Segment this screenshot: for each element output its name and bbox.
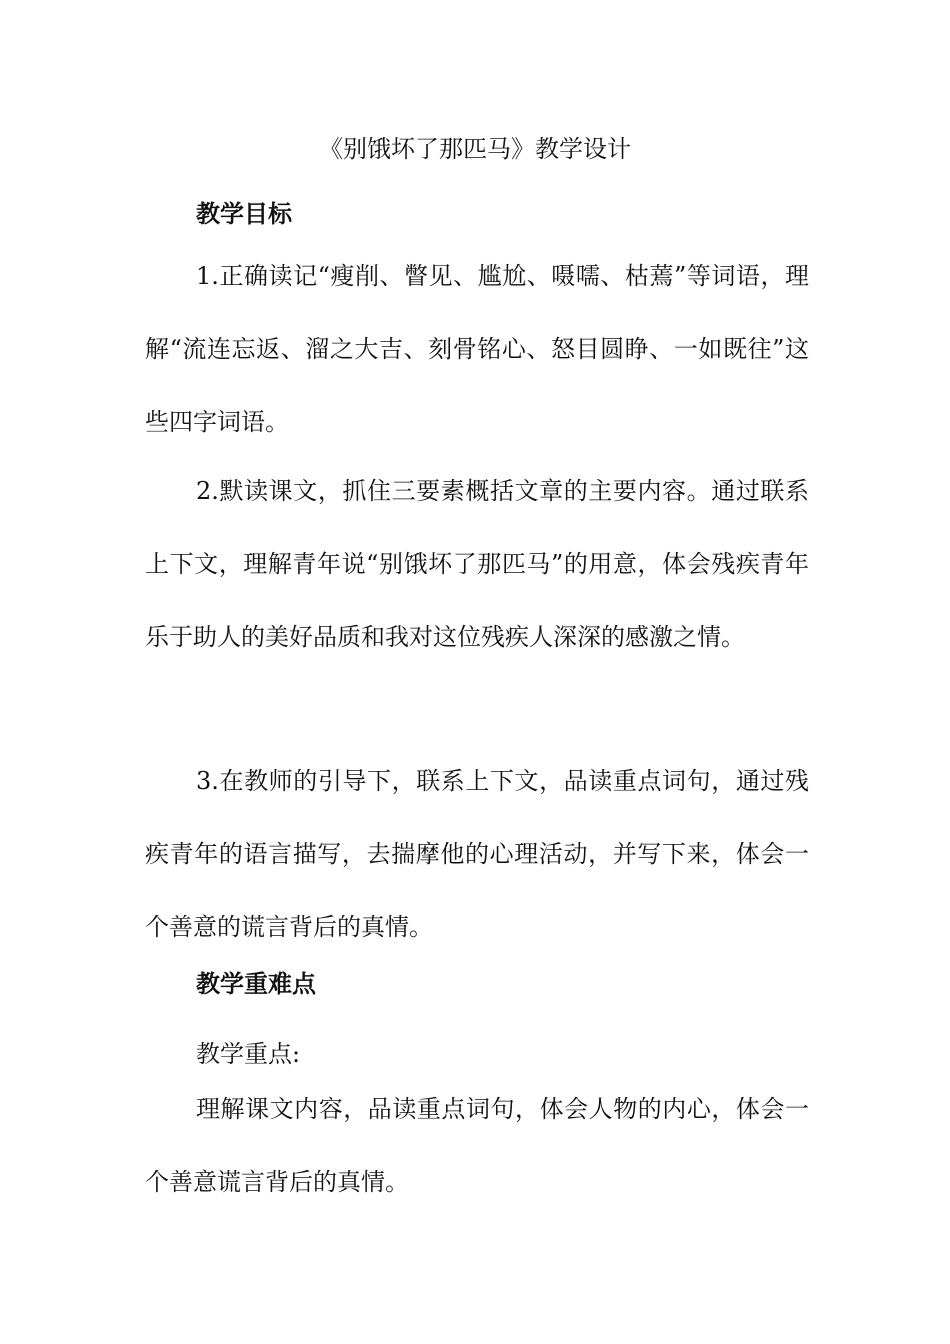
- key-points-text: 理解课文内容，品读重点词句，体会人物的内心，体会一个善意谎言背后的真情。: [145, 1095, 809, 1196]
- objective-item-3: 3.在教师的引导下，联系上下文，品读重点词句，通过残疾青年的语言描写，去揣摩他的心理活动，并写下来，体会一个善意的谎言背后的真情。: [145, 767, 809, 941]
- section-heading-key-points: 教学重难点: [196, 969, 316, 998]
- section-heading-objectives: 教学目标: [196, 199, 292, 228]
- document-title: 《别饿坏了那匹马》教学设计: [319, 135, 631, 163]
- objective-item-1: 1.正确读记“瘦削、瞥见、尴尬、嗫嚅、枯蔫”等词语，理解“流连忘返、溜之大吉、刻骨铭心、怒目圆睁、一如既往”这些四字词语。: [145, 262, 809, 436]
- subheading-key-points: 教学重点:: [196, 1040, 301, 1068]
- objective-item-2: 2.默读课文，抓住三要素概括文章的主要内容。通过联系上下文，理解青年说“别饿坏了那匹马”的用意，体会残疾青年乐于助人的美好品质和我对这位残疾人深深的感激之情。: [145, 477, 809, 651]
